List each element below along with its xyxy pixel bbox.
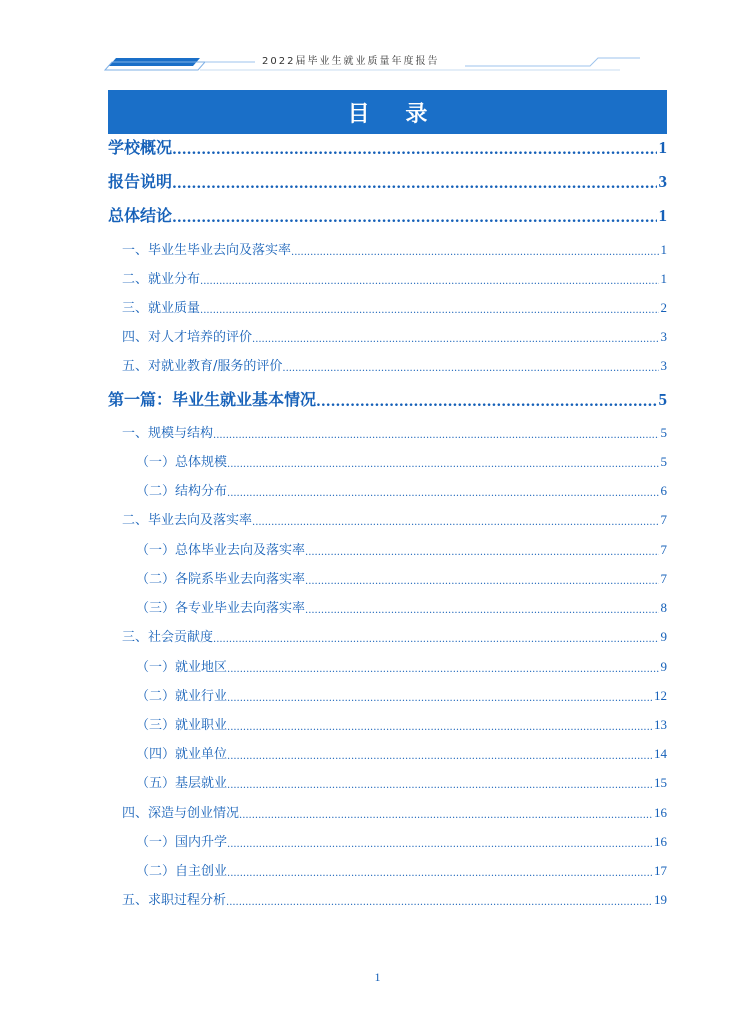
- page-number: 1: [374, 970, 381, 984]
- toc-entry-leader: [227, 488, 658, 499]
- toc-entry-page: 16: [654, 805, 667, 820]
- toc-entry[interactable]: [136, 657, 667, 675]
- toc-entry-title: （一）国内升学: [136, 835, 228, 850]
- toc-entry[interactable]: [122, 510, 667, 528]
- toc-entry-title: 二、毕业去向及落实率: [122, 513, 253, 528]
- toc-entry[interactable]: [122, 890, 667, 908]
- toc-entry[interactable]: [136, 715, 667, 733]
- toc-entry[interactable]: [122, 269, 667, 287]
- toc-entry-page: 3: [658, 172, 667, 191]
- toc-entry-title: （二）自主创业: [136, 864, 228, 879]
- toc-entry-page: 7: [660, 542, 667, 557]
- toc-entry-title: 二、就业分布: [122, 272, 201, 287]
- toc-entry-leader: [200, 276, 658, 287]
- toc-entry-leader: [227, 664, 658, 675]
- toc-entry-page: 12: [654, 688, 667, 703]
- toc-entry-page: 15: [654, 775, 667, 790]
- toc-entry[interactable]: [122, 803, 667, 821]
- toc-entry-page: 1: [660, 242, 667, 257]
- toc-entry-title: 报告说明: [108, 172, 173, 191]
- toc-entry-leader: [291, 247, 658, 258]
- toc-entry[interactable]: [108, 388, 667, 410]
- toc-entry-title: 一、规模与结构: [122, 426, 214, 441]
- toc-entry-title: 三、就业质量: [122, 301, 201, 316]
- toc-entry-leader: [172, 142, 656, 158]
- toc-entry-page: 1: [660, 271, 667, 286]
- toc-entry-leader: [227, 751, 652, 762]
- toc-entry-page: 5: [660, 425, 667, 440]
- toc-entry-leader: [239, 810, 652, 821]
- toc-entry[interactable]: [108, 170, 667, 192]
- toc-entry-leader: [213, 634, 658, 645]
- toc-entry-title: （一）总体毕业去向及落实率: [136, 543, 306, 558]
- toc-entry-title: 一、毕业生毕业去向及落实率: [122, 243, 292, 258]
- toc-entry-page: 7: [660, 571, 667, 586]
- toc-entry-leader: [227, 839, 652, 850]
- toc-entry[interactable]: [122, 240, 667, 258]
- toc-entry-leader: [227, 459, 658, 470]
- toc-entry-title: （二）结构分布: [136, 484, 228, 499]
- toc-entry[interactable]: [108, 136, 667, 158]
- toc-entry-title: 四、深造与创业情况: [122, 806, 240, 821]
- toc-entry[interactable]: [136, 598, 667, 616]
- header-rule-right: [465, 58, 640, 66]
- toc-entry-title: （二）各院系毕业去向落实率: [136, 572, 306, 587]
- toc-entry-page: 5: [658, 390, 667, 409]
- toc-entry-title: 五、求职过程分析: [122, 893, 227, 908]
- toc-entry-leader: [226, 897, 652, 908]
- toc-entry-leader: [252, 517, 658, 528]
- toc-entry-leader: [227, 868, 652, 879]
- toc-entry-title: 三、社会贡献度: [122, 630, 214, 645]
- toc-entry-leader: [305, 547, 658, 558]
- toc-entry-leader: [172, 176, 656, 192]
- toc-entry-leader: [282, 363, 658, 374]
- header-decoration: [0, 0, 755, 80]
- toc-entry-leader: [305, 605, 658, 616]
- toc-entry-title: （五）基层就业: [136, 776, 228, 791]
- toc-entry[interactable]: [136, 481, 667, 499]
- toc-entry[interactable]: [136, 861, 667, 879]
- toc-entry-title: 总体结论: [108, 206, 173, 225]
- toc-entry-page: 1: [658, 138, 667, 157]
- toc-entry-page: 3: [660, 329, 667, 344]
- toc-entry-title: （一）总体规模: [136, 455, 228, 470]
- toc-entry-leader: [252, 334, 658, 345]
- report-header-title: 2022届毕业生就业质量年度报告: [262, 56, 440, 67]
- toc-entry-page: 2: [660, 300, 667, 315]
- toc-entry[interactable]: [136, 686, 667, 704]
- toc-entry-title: 四、对人才培养的评价: [122, 330, 253, 345]
- toc-entry-title: （四）就业单位: [136, 747, 228, 762]
- toc-entry[interactable]: [136, 569, 667, 587]
- toc-entry-title: 学校概况: [108, 138, 173, 157]
- toc-entry[interactable]: [136, 744, 667, 762]
- toc-entry-page: 14: [654, 746, 667, 761]
- toc-entry[interactable]: [122, 627, 667, 645]
- toc-entry-leader: [316, 394, 656, 410]
- toc-entry-leader: [213, 430, 658, 441]
- toc-entry-page: 1: [658, 206, 667, 225]
- toc-entry-page: 8: [660, 600, 667, 615]
- toc-entry-leader: [227, 693, 652, 704]
- toc-entry-title: （一）就业地区: [136, 660, 228, 675]
- toc-entry[interactable]: [122, 298, 667, 316]
- toc-entry-page: 3: [660, 358, 667, 373]
- toc-entry-page: 9: [660, 659, 667, 674]
- toc-entry-title: 第一篇：毕业生就业基本情况: [108, 390, 317, 409]
- toc-entry[interactable]: [122, 327, 667, 345]
- toc-entry-title: 五、对就业教育/服务的评价: [122, 359, 283, 374]
- toc-entry[interactable]: [136, 773, 667, 791]
- toc-entry-page: 19: [654, 892, 667, 907]
- toc-entry-leader: [200, 305, 658, 316]
- toc-entry-page: 5: [660, 454, 667, 469]
- toc-entry-page: 16: [654, 834, 667, 849]
- toc-entry-leader: [305, 576, 658, 587]
- toc-entry-title: （二）就业行业: [136, 689, 228, 704]
- toc-heading: 目 录: [347, 101, 442, 127]
- toc-entry-page: 9: [660, 629, 667, 644]
- toc-entry[interactable]: [122, 423, 667, 441]
- toc-entry[interactable]: [136, 832, 667, 850]
- toc-entry-leader: [227, 722, 652, 733]
- toc-entry-page: 6: [660, 483, 667, 498]
- toc-entry[interactable]: [136, 540, 667, 558]
- toc-entry-page: 13: [654, 717, 667, 732]
- toc-entry-title: （三）各专业毕业去向落实率: [136, 601, 306, 616]
- toc-entry-leader: [172, 210, 656, 226]
- toc-entry[interactable]: [122, 356, 667, 374]
- toc-entry-page: 7: [660, 512, 667, 527]
- toc-entry[interactable]: [136, 452, 667, 470]
- toc-heading-banner: [108, 90, 667, 134]
- toc-entry-page: 17: [654, 863, 667, 878]
- toc-entry-leader: [227, 780, 652, 791]
- toc-entry[interactable]: [108, 204, 667, 226]
- toc-entry-title: （三）就业职业: [136, 718, 228, 733]
